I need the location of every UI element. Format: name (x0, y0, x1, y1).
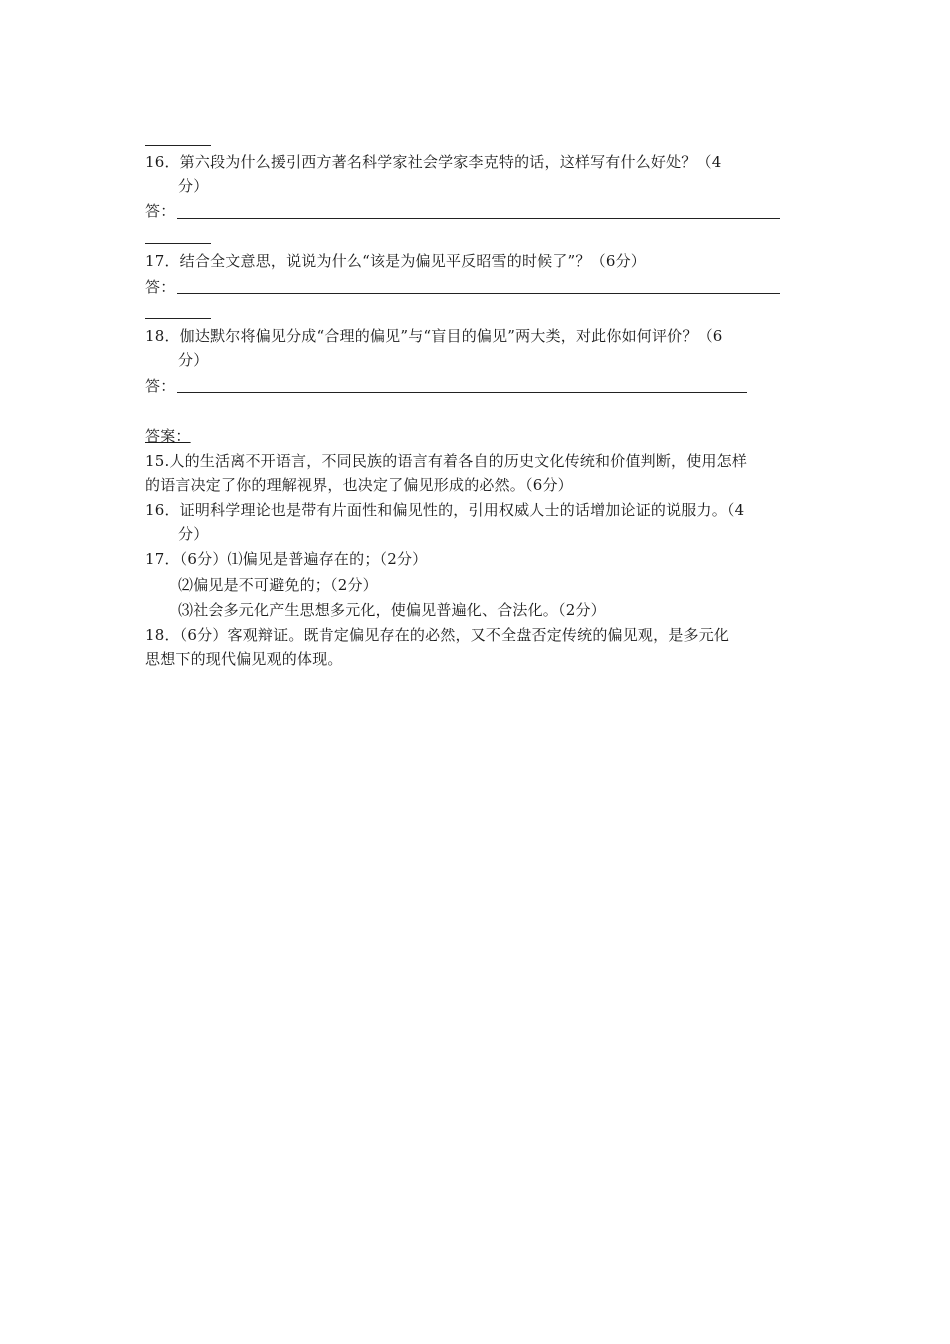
blank-rule (145, 318, 211, 319)
blank-rule (145, 243, 211, 244)
answer-line-18[interactable] (177, 392, 747, 393)
answer-15-line-1: 15.人的生活离不开语言，不同民族的语言有着各自的历史文化传统和价值判断，使用怎样 (145, 452, 748, 470)
answer-17-line-1: 17．（6分）⑴偏见是普遍存在的；（2分） (145, 550, 428, 568)
answers-heading: 答案： (145, 427, 191, 445)
answer-label-18: 答： (145, 377, 176, 395)
answer-label-17: 答： (145, 278, 176, 296)
question-16-line-1: 16．第六段为什么援引西方著名科学家社会学家李克特的话，这样写有什么好处？（4 (145, 153, 722, 171)
answer-17-line-3: ⑶社会多元化产生思想多元化，使偏见普遍化、合法化。（2分） (178, 601, 606, 619)
blank-rule (145, 145, 211, 146)
question-16-line-2: 分） (178, 177, 209, 195)
answer-15-line-2: 的语言决定了你的理解视界，也决定了偏见形成的必然。（6分） (145, 476, 573, 494)
answer-16-line-1: 16．证明科学理论也是带有片面性和偏见性的，引用权威人士的话增加论证的说服力。（4 (145, 501, 745, 519)
answer-17-line-2: ⑵偏见是不可避免的；（2分） (178, 576, 378, 594)
answer-line-17[interactable] (177, 293, 780, 294)
question-17-line-1: 17．结合全文意思，说说为什么“该是为偏见平反昭雪的时候了”？（6分） (145, 252, 646, 270)
question-18-line-2: 分） (178, 351, 209, 369)
answer-label-16: 答： (145, 202, 176, 220)
answer-18-line-1: 18．（6分）客观辩证。既肯定偏见存在的必然，又不全盘否定传统的偏见观，是多元化 (145, 626, 730, 644)
answer-line-16[interactable] (177, 218, 780, 219)
answer-18-line-2: 思想下的现代偏见观的体现。 (145, 650, 343, 668)
answer-16-line-2: 分） (178, 525, 209, 543)
question-18-line-1: 18．伽达默尔将偏见分成“合理的偏见”与“盲目的偏见”两大类，对此你如何评价？（6 (145, 327, 723, 345)
